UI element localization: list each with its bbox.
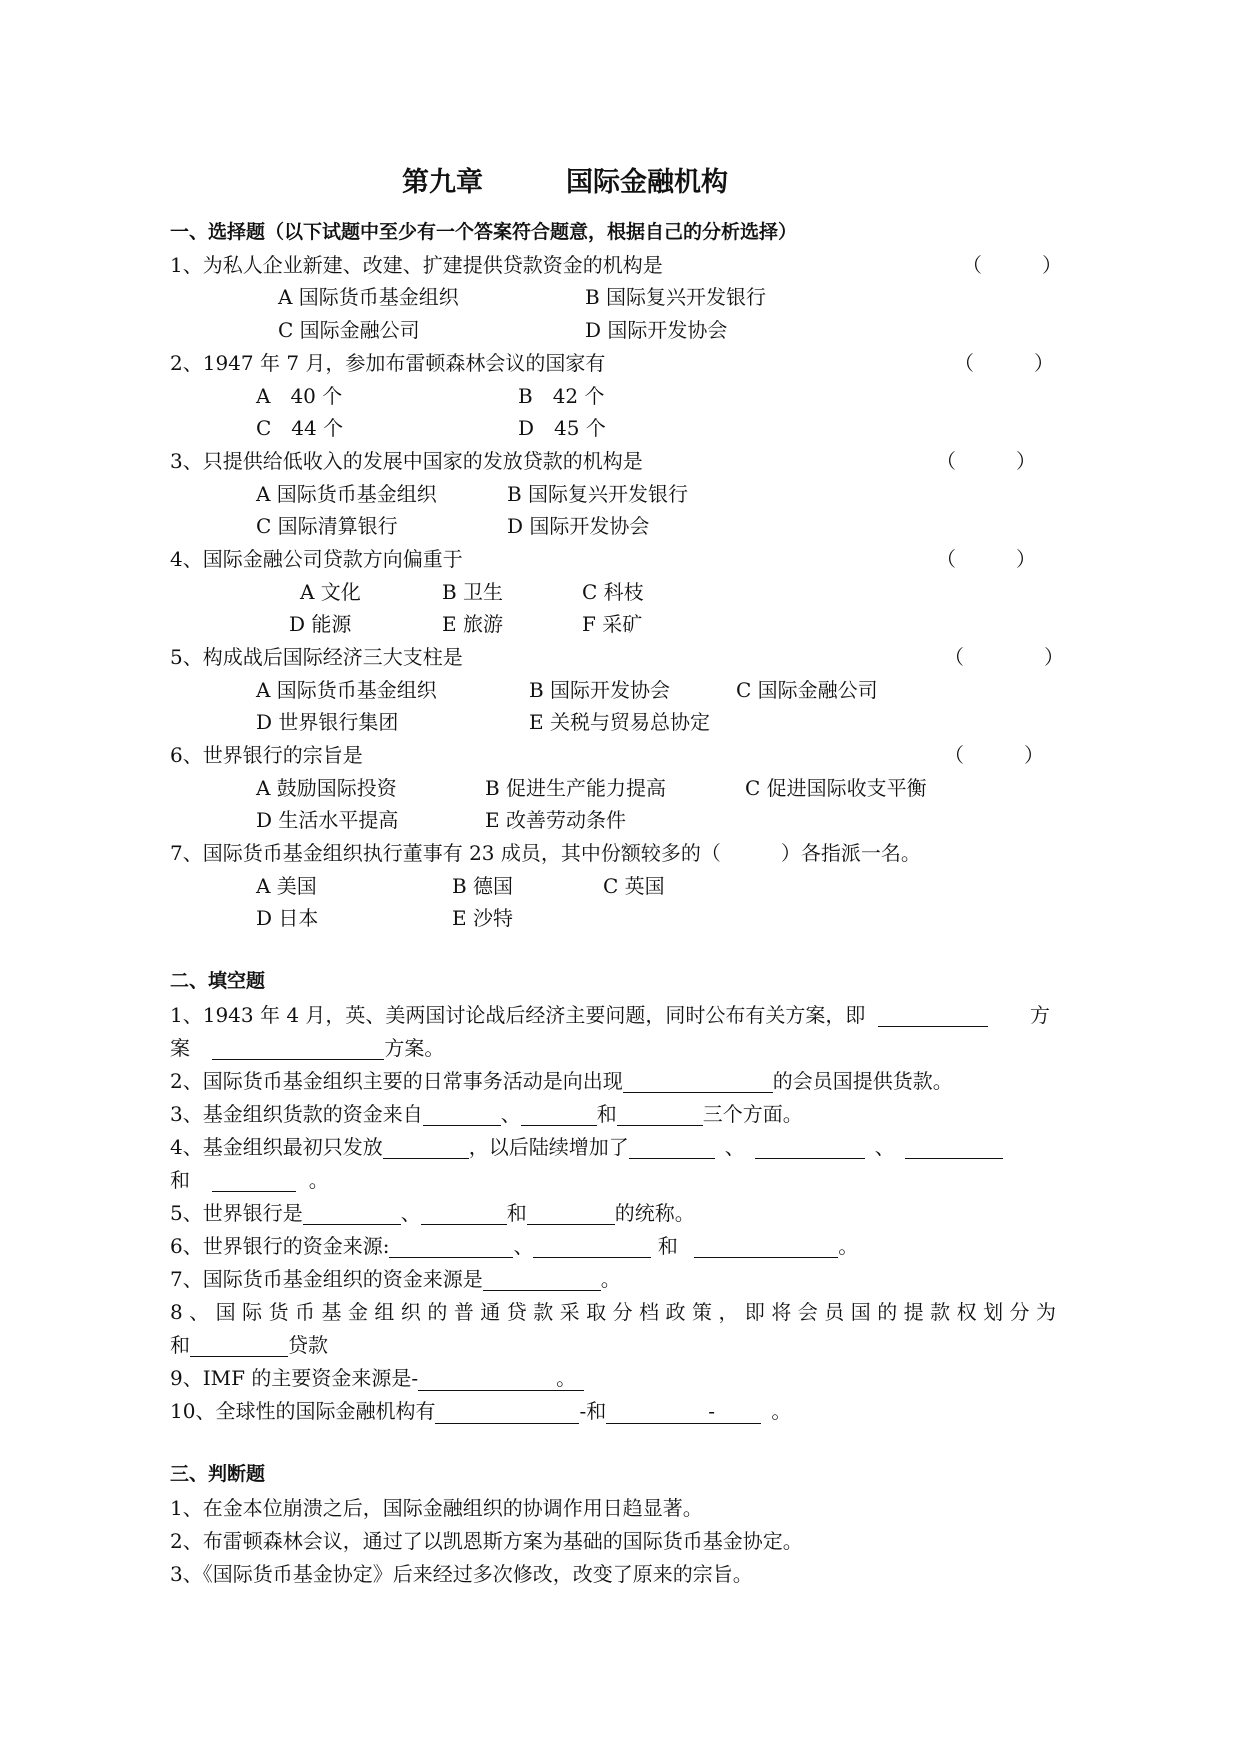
fill-question (170, 1135, 1003, 1159)
fill-question (170, 1102, 803, 1126)
question-text: 1、1943 年 4 月，英、美两国讨论战后经济主要问题，同时公布有关方案，即 (170, 1003, 866, 1027)
option: C 促进国际收支平衡 (745, 776, 927, 800)
option: B 促进生产能力提高 (485, 776, 667, 800)
answer-blank[interactable] (383, 1138, 469, 1159)
option: E 沙特 (452, 906, 513, 930)
option: F 采矿 (582, 612, 643, 636)
question-text: 。 (556, 1366, 584, 1391)
question-text: 和 (657, 1234, 678, 1258)
fill-question (170, 1036, 444, 1060)
answer-blank[interactable] (617, 1105, 703, 1126)
question-text: 的会员国提供货款。 (772, 1069, 953, 1093)
option: A 鼓励国际投资 (256, 776, 397, 800)
option: D 生活水平提高 (256, 808, 399, 832)
question-text: 和 (596, 1102, 617, 1126)
option: D 世界银行集团 (256, 710, 399, 734)
answer-blank[interactable] (521, 1105, 597, 1126)
question-text: 1、在金本位崩溃之后，国际金融组织的协调作用日趋显著。 (170, 1496, 703, 1520)
option: D 能源 (289, 612, 352, 636)
answer-blank[interactable] (421, 1204, 507, 1225)
answer-blank[interactable] (389, 1237, 513, 1258)
chapter-number: 第九章 (402, 167, 483, 198)
answer-paren: （ ） (954, 351, 1054, 375)
question-text: 7、国际货币基金组织的资金来源是 (170, 1267, 483, 1291)
question-text: 8、国际货币基金组织的普通贷款采取分档政策，即将会员国的提款权划分为 (170, 1300, 1056, 1324)
answer-blank[interactable] (483, 1270, 601, 1291)
question-text: 和 (506, 1201, 527, 1225)
answer-blank[interactable] (905, 1138, 1003, 1159)
answer-blank[interactable] (878, 1006, 988, 1027)
question-text: 。 (771, 1399, 792, 1423)
fill-question (170, 1003, 988, 1027)
question-text: 三个方面。 (702, 1102, 803, 1126)
option: C 国际金融公司 (278, 318, 420, 342)
option: C 国际金融公司 (736, 678, 878, 702)
answer-blank[interactable] (418, 1370, 556, 1391)
answer-blank[interactable] (715, 1403, 761, 1424)
question-text: 4、基金组织最初只发放 (170, 1135, 383, 1159)
question-text: ，以后陆续增加了 (468, 1135, 629, 1159)
fill-question (170, 1201, 695, 1225)
question-text: 4、国际金融公司贷款方向偏重于 (170, 547, 463, 571)
answer-blank[interactable] (190, 1336, 288, 1357)
option: A 国际货币基金组织 (256, 678, 437, 702)
question-text: 。 (308, 1168, 329, 1192)
question-text: 3、《国际货币基金协定》后来经过多次修改，改变了原来的宗旨。 (170, 1562, 753, 1586)
fill-question (170, 1267, 621, 1291)
question-text: 2、国际货币基金组织主要的日常事务活动是向出现 (170, 1069, 623, 1093)
option: D 国际开发协会 (507, 514, 650, 538)
question-text: 贷款 (288, 1333, 328, 1357)
option: A 40 个 (256, 384, 343, 408)
option: E 旅游 (442, 612, 503, 636)
option: D 日本 (256, 906, 319, 930)
question-text: 3、基金组织货款的资金来自 (170, 1102, 423, 1126)
section-heading-fill: 二、填空题 (170, 970, 266, 992)
fill-question (170, 1069, 953, 1093)
option: B 卫生 (442, 580, 504, 604)
question-text: 10、全球性的国际金融机构有 (170, 1399, 436, 1423)
question-text: 方 (1030, 1003, 1050, 1027)
question-text: 5、构成战后国际经济三大支柱是 (170, 645, 463, 669)
option: C 44 个 (256, 416, 344, 440)
chapter-title: 国际金融机构 (566, 167, 728, 198)
option: C 英国 (603, 874, 665, 898)
answer-blank[interactable] (755, 1138, 865, 1159)
question-text: 、 (874, 1135, 895, 1159)
fill-question (170, 1333, 328, 1357)
question-text: - (708, 1399, 715, 1423)
option: C 国际清算银行 (256, 514, 398, 538)
answer-paren: （ ） (944, 743, 1044, 767)
answer-blank[interactable] (435, 1403, 579, 1424)
answer-paren: （ ） (962, 253, 1062, 277)
answer-blank[interactable] (212, 1171, 296, 1192)
question-text: 、 (513, 1234, 534, 1258)
option: E 改善劳动条件 (485, 808, 626, 832)
section-heading-choice: 一、选择题（以下试题中至少有一个答案符合题意，根据自己的分析选择） (170, 221, 798, 243)
option: A 美国 (256, 874, 317, 898)
option: B 国际复兴开发银行 (585, 285, 767, 309)
question-text: 、 (500, 1102, 521, 1126)
answer-paren: （ ） (936, 449, 1036, 473)
option: B 国际开发协会 (529, 678, 671, 702)
answer-blank[interactable] (694, 1237, 838, 1258)
fill-question (170, 1234, 858, 1258)
answer-blank[interactable] (527, 1204, 615, 1225)
question-text: 6、世界银行的资金来源: (170, 1234, 390, 1258)
answer-blank[interactable] (423, 1105, 501, 1126)
question-text: 2、布雷顿森林会议，通过了以凯恩斯方案为基础的国际货币基金协定。 (170, 1529, 803, 1553)
option: D 45 个 (518, 416, 606, 440)
question-text: 和 (170, 1168, 190, 1192)
question-text: 6、世界银行的宗旨是 (170, 743, 363, 767)
question-text: -和 (579, 1399, 607, 1423)
answer-blank[interactable] (606, 1403, 708, 1424)
answer-blank[interactable] (212, 1039, 384, 1060)
question-text: 3、只提供给低收入的发展中国家的发放贷款的机构是 (170, 449, 643, 473)
option: A 文化 (300, 580, 361, 604)
question-text: 、 (400, 1201, 421, 1225)
answer-paren: （ ） (936, 547, 1036, 571)
option: D 国际开发协会 (585, 318, 728, 342)
question-text: 方案。 (384, 1036, 445, 1060)
option: A 国际货币基金组织 (256, 482, 437, 506)
question-text: 。 (838, 1234, 859, 1258)
fill-question (170, 1399, 791, 1424)
answer-blank[interactable] (533, 1237, 651, 1258)
question-text: 、 (724, 1135, 745, 1159)
answer-blank[interactable] (303, 1204, 401, 1225)
fill-question (170, 1168, 329, 1192)
answer-blank[interactable] (623, 1072, 773, 1093)
answer-blank[interactable] (629, 1138, 715, 1159)
fill-question (170, 1366, 584, 1391)
option: B 42 个 (518, 384, 605, 408)
option: B 国际复兴开发银行 (507, 482, 689, 506)
question-text: 和 (170, 1333, 190, 1357)
option: A 国际货币基金组织 (278, 285, 459, 309)
question-text: 的统称。 (614, 1201, 695, 1225)
question-text: 案 (170, 1036, 190, 1060)
question-text: 1、为私人企业新建、改建、扩建提供贷款资金的机构是 (170, 253, 663, 277)
answer-paren: （ ） (944, 645, 1064, 669)
option: B 德国 (452, 874, 514, 898)
question-text: 7、国际货币基金组织执行董事有 23 成员，其中份额较多的（ ）各指派一名。 (170, 841, 921, 865)
question-text: 。 (600, 1267, 621, 1291)
question-text: 2、1947 年 7 月，参加布雷顿森林会议的国家有 (170, 351, 606, 375)
question-text: 9、IMF 的主要资金来源是- (170, 1366, 419, 1390)
option: E 关税与贸易总协定 (529, 710, 710, 734)
question-text: 5、世界银行是 (170, 1201, 303, 1225)
option: C 科枝 (582, 580, 644, 604)
section-heading-judge: 三、判断题 (170, 1463, 266, 1485)
